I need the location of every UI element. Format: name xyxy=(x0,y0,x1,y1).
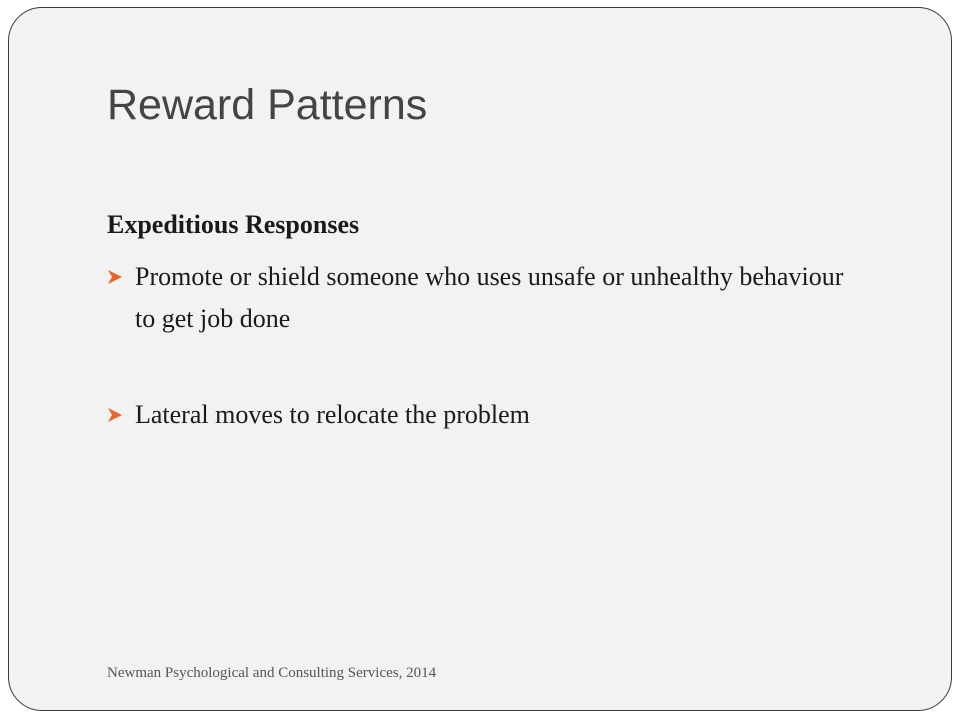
slide-footer: Newman Psychological and Consulting Services, 2014 xyxy=(107,665,437,681)
bullet-text: Promote or shield someone who uses unsafe or unhealthy behaviour to get job done xyxy=(135,262,844,333)
arrowhead-bullet-icon xyxy=(107,407,123,423)
bullet-item xyxy=(107,399,867,436)
slide-title: Reward Patterns xyxy=(107,81,428,129)
arrowhead-bullet-icon xyxy=(107,269,123,285)
slide-subheading: Expeditious Responses xyxy=(107,210,360,239)
bullet-text: Lateral moves to relocate the problem xyxy=(135,400,530,429)
bullet-item xyxy=(107,261,867,340)
